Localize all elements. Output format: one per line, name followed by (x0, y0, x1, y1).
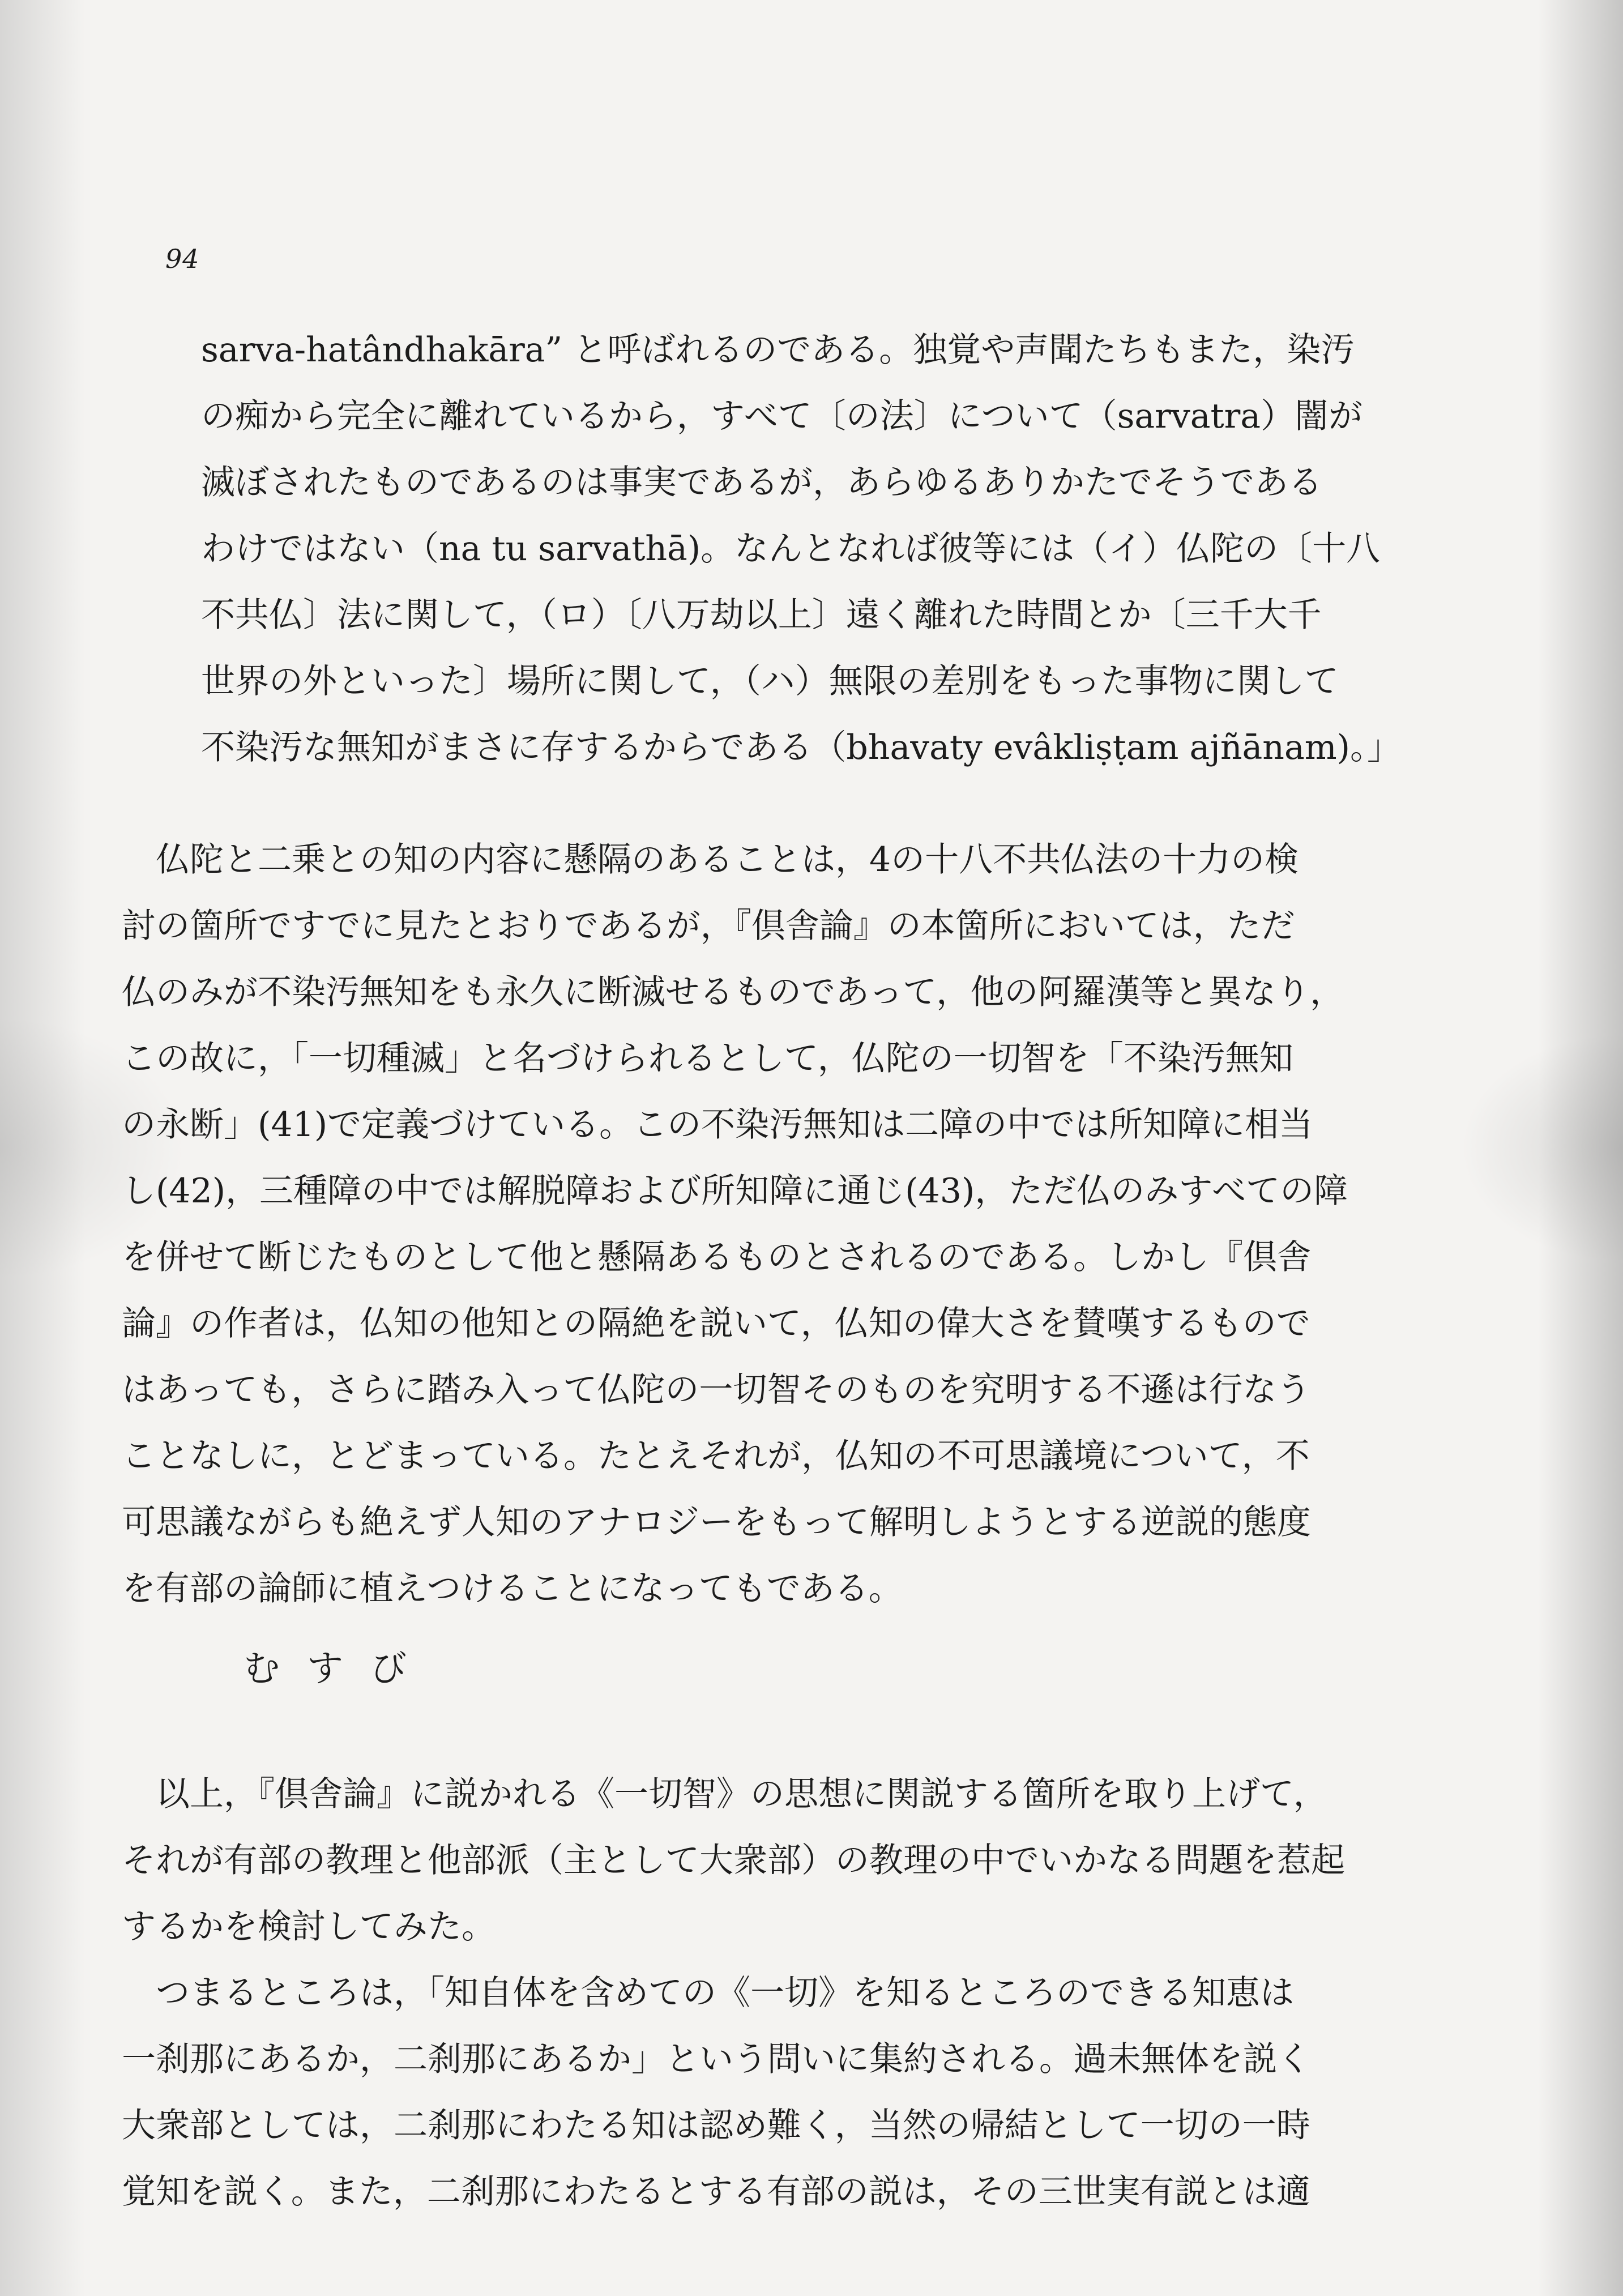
text-line: を併せて断じたものとして他と懸隔あるものとされるのである。しかし『倶舎 (122, 1237, 1311, 1277)
text-line: はあっても，さらに踏み入って仏陀の一切智そのものを究明する不遜は行なう (122, 1370, 1311, 1410)
text-line: 討の箇所ですでに見たとおりであるが，『倶舎論』の本箇所においては，ただ (122, 906, 1295, 946)
text-line: するかを検討してみた。 (122, 1907, 496, 1947)
section-heading: むすび (244, 1648, 434, 1690)
text-line: 大衆部としては，二刹那にわたる知は認め難く，当然の帰結として一切の一時 (122, 2106, 1310, 2145)
text-line: 論』の作者は，仏知の他知との隔絶を説いて，仏知の偉大さを賛嘆するもので (122, 1304, 1310, 1343)
quote-line: 世界の外といった〕場所に関して，（ハ）無限の差別をもった事物に関して (201, 662, 1339, 701)
scan-shadow-right (1538, 0, 1623, 2296)
text-line: 以上，『倶舎論』に説かれる《一切智》の思想に関説する箇所を取り上げて， (156, 1774, 1327, 1814)
text-line: ことなしに，とどまっている。たとえそれが，仏知の不可思議境について，不 (122, 1436, 1310, 1476)
quote-line: わけではない（na tu sarvathā)。なんとなれば彼等には（イ）仏陀の〔十八 (201, 529, 1381, 569)
text-line: 可思議ながらも絶えず人知のアナロジーをもって解明しようとする逆説的態度 (122, 1503, 1311, 1542)
quote-line: の痴から完全に離れているから，すべて〔の法〕について（sarvatra）闇が (201, 396, 1363, 436)
text-line: つまるところは，「知自体を含めての《一切》を知るところのできる知恵は (156, 1973, 1294, 2013)
text-line: 仏のみが不染汚無知をも永久に断滅せるものであって，他の阿羅漢等と異なり， (122, 972, 1344, 1012)
text-line: 仏陀と二乗との知の内容に懸隔のあることは，4の十八不共仏法の十力の検 (156, 840, 1299, 880)
text-line: 一刹那にあるか，二刹那にあるか」という問いに集約される。過未無体を説く (122, 2039, 1311, 2079)
text-line: を有部の論師に植えつけることになってもである。 (122, 1569, 903, 1608)
text-line: この故に，「一切種滅」と名づけられるとして，仏陀の一切智を「不染汚無知 (122, 1039, 1293, 1078)
text-line: し(42)，三種障の中では解脱障および所知障に通じ(43)，ただ仏のみすべての障 (122, 1171, 1348, 1211)
quote-line: 滅ぼされたものであるのは事実であるが，あらゆるありかたでそうである (201, 463, 1322, 502)
text-line: それが有部の教理と他部派（主として大衆部）の教理の中でいかなる問題を惹起 (122, 1841, 1345, 1880)
page-number: 94 (165, 244, 200, 274)
quote-line: 不染汚な無知がまさに存するからである（bhavaty evâkliṣṭam ajñānam)。」 (201, 728, 1402, 767)
text-line: 覚知を説く。また，二刹那にわたるとする有部の説は，その三世実有説とは適 (122, 2172, 1310, 2212)
quote-line: sarva-hatândhakāra” と呼ばれるのである。独覚や声聞たちもまた，染汚 (201, 330, 1355, 370)
quote-line: 不共仏〕法に関して，（ロ）〔八万劫以上〕遠く離れた時間とか〔三千大千 (201, 595, 1322, 635)
text-line: の永断」(41)で定義づけている。この不染汚無知は二障の中では所知障に相当 (122, 1105, 1313, 1145)
paragraph-body-1 (122, 827, 1348, 1622)
paragraph-body-2 (122, 1761, 1345, 2225)
quoted-passage (201, 317, 1401, 781)
scan-shadow-left (0, 0, 85, 2296)
